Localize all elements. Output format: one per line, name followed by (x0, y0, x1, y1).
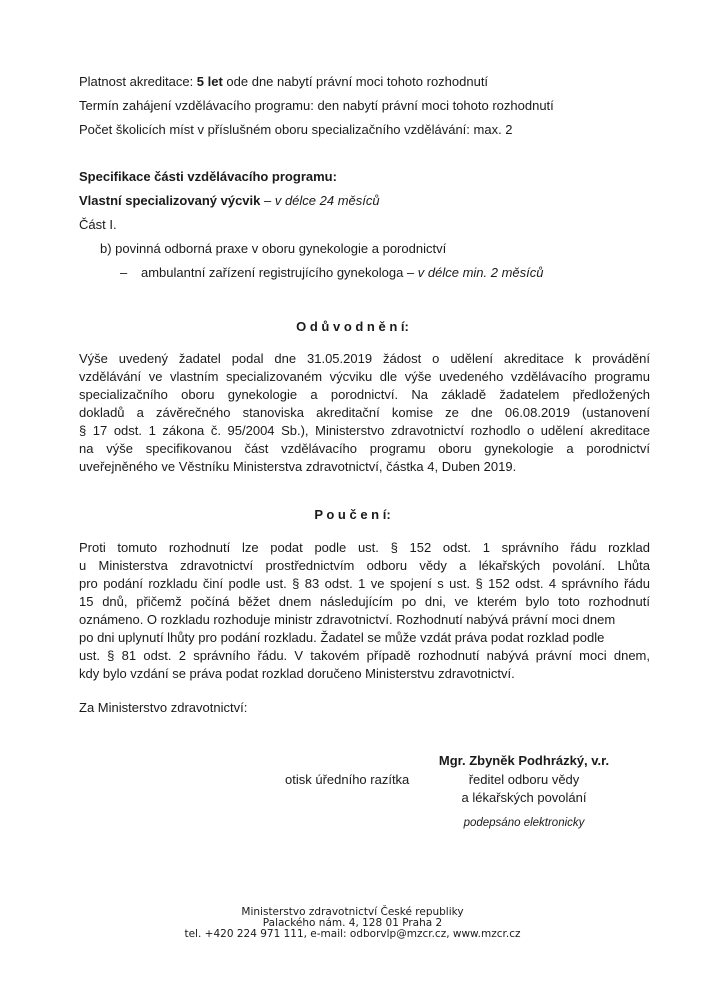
footer-line-2: Palackého nám. 4, 128 01 Praha 2 (262, 917, 443, 929)
signatory-role-2: a lékařských povolání (461, 790, 587, 805)
pouceni-line: po dni uplynutí lhůty pro podání rozkladu. Žadatel se může vzdát práva podat rozklad podle (79, 630, 605, 645)
footer-line-3: tel. +420 224 971 111, e-mail: odborvlp@mzcr.cz, www.mzcr.cz (184, 928, 521, 940)
footer-line-1: Ministerstvo zdravotnictví České republiky (241, 906, 464, 918)
pouceni-heading: P o u č e n í: (314, 507, 391, 522)
platnost-suffix: ode dne nabytí právní moci tohoto rozhodnutí (222, 74, 489, 89)
pouceni-line-last: kdy bylo vzdání se práva podat rozklad doručeno Ministerstvu zdravotnictví. (79, 666, 515, 681)
oduvodneni-line: specializačního oboru gynekologie a porodnictví. Na základě žadatelem předložených (79, 387, 650, 402)
platnost-value: 5 let (196, 74, 223, 89)
pouceni-line: 15 dnů, přičemž počíná běžet dnem následujícím po dni, ve kterém bylo toto rozhodnutí (79, 594, 650, 609)
cast-line: Část I. (79, 217, 117, 232)
stamp-placeholder: otisk úředního razítka (285, 772, 410, 787)
signed-electronically: podepsáno elektronicky (463, 817, 585, 829)
pouceni-line: pro podání rozkladu činí podle ust. § 83 odst. 1 ve spojení s ust. § 152 odst. 4 správního řádu (79, 576, 650, 591)
oduvodneni-line: Výše uvedený žadatel podal dne 31.05.2019 žádost o udělení akreditace k provádění (79, 351, 650, 366)
sub-item-dash: – (120, 265, 128, 280)
pouceni-line: u Ministerstva zdravotnictví prostřednictvím odboru vědy a lékařských povolání. Lhůta (79, 558, 650, 573)
oduvodneni-line: vzdělávání ve vlastním specializovaném výcviku dle výše uvedeného vzdělávacího programu (79, 369, 650, 384)
pouceni-line: Proti tomuto rozhodnutí lze podat podle ust. § 152 odst. 1 správního řádu rozklad (79, 540, 650, 555)
sub-item (141, 265, 544, 281)
oduvodneni-line: dokladů a závěrečného stanoviska akreditační komise ze dne 06.08.2019 (ustanovení (79, 405, 650, 420)
signatory-name: Mgr. Zbyněk Podhrázký, v.r. (438, 753, 610, 768)
oduvodneni-line: na výše specifikovanou část vzdělávacího programu oboru gynekologie a porodnictví (79, 441, 650, 456)
oduvodneni-line-last: uveřejněného ve Věstníku Ministerstva zdravotnictví, částka 4, Duben 2019. (79, 459, 517, 474)
spec-title: Specifikace části vzdělávacího programu: (79, 169, 337, 184)
platnost-line (79, 74, 488, 90)
vycvik-label: Vlastní specializovaný výcvik (79, 193, 261, 208)
oduvodneni-line: § 17 odst. 1 zákona č. 95/2004 Sb.), Ministerstvo zdravotnictví rozhodlo o udělení akreditace (79, 423, 650, 438)
pouceni-line: ust. § 81 odst. 2 správního řádu. V takovém případě rozhodnutí nabývá právní moci dnem, (79, 648, 650, 663)
termin-line: Termín zahájení vzdělávacího programu: den nabytí právní moci tohoto rozhodnutí (79, 98, 554, 113)
vycvik-line (79, 193, 380, 209)
pouceni-line: oznámeno. O rozkladu rozhoduje ministr zdravotnictví. Rozhodnutí nabývá právní moci dnem (79, 612, 616, 627)
item-b: b) povinná odborná praxe v oboru gynekologie a porodnictví (100, 241, 447, 256)
pocet-line: Počet školicích míst v příslušném oboru specializačního vzdělávání: max. 2 (79, 122, 513, 137)
signatory-role-1: ředitel odboru vědy (468, 772, 580, 787)
sub-item-text: ambulantní zařízení registrujícího gynekologa – (141, 265, 418, 280)
platnost-label: Platnost akreditace: (79, 74, 197, 89)
za-ministerstvo: Za Ministerstvo zdravotnictví: (79, 700, 248, 715)
vycvik-duration: – v délce 24 měsíců (260, 193, 380, 208)
sub-item-duration: v délce min. 2 měsíců (417, 265, 544, 280)
oduvodneni-heading: O d ů v o d n ě n í: (296, 319, 409, 334)
